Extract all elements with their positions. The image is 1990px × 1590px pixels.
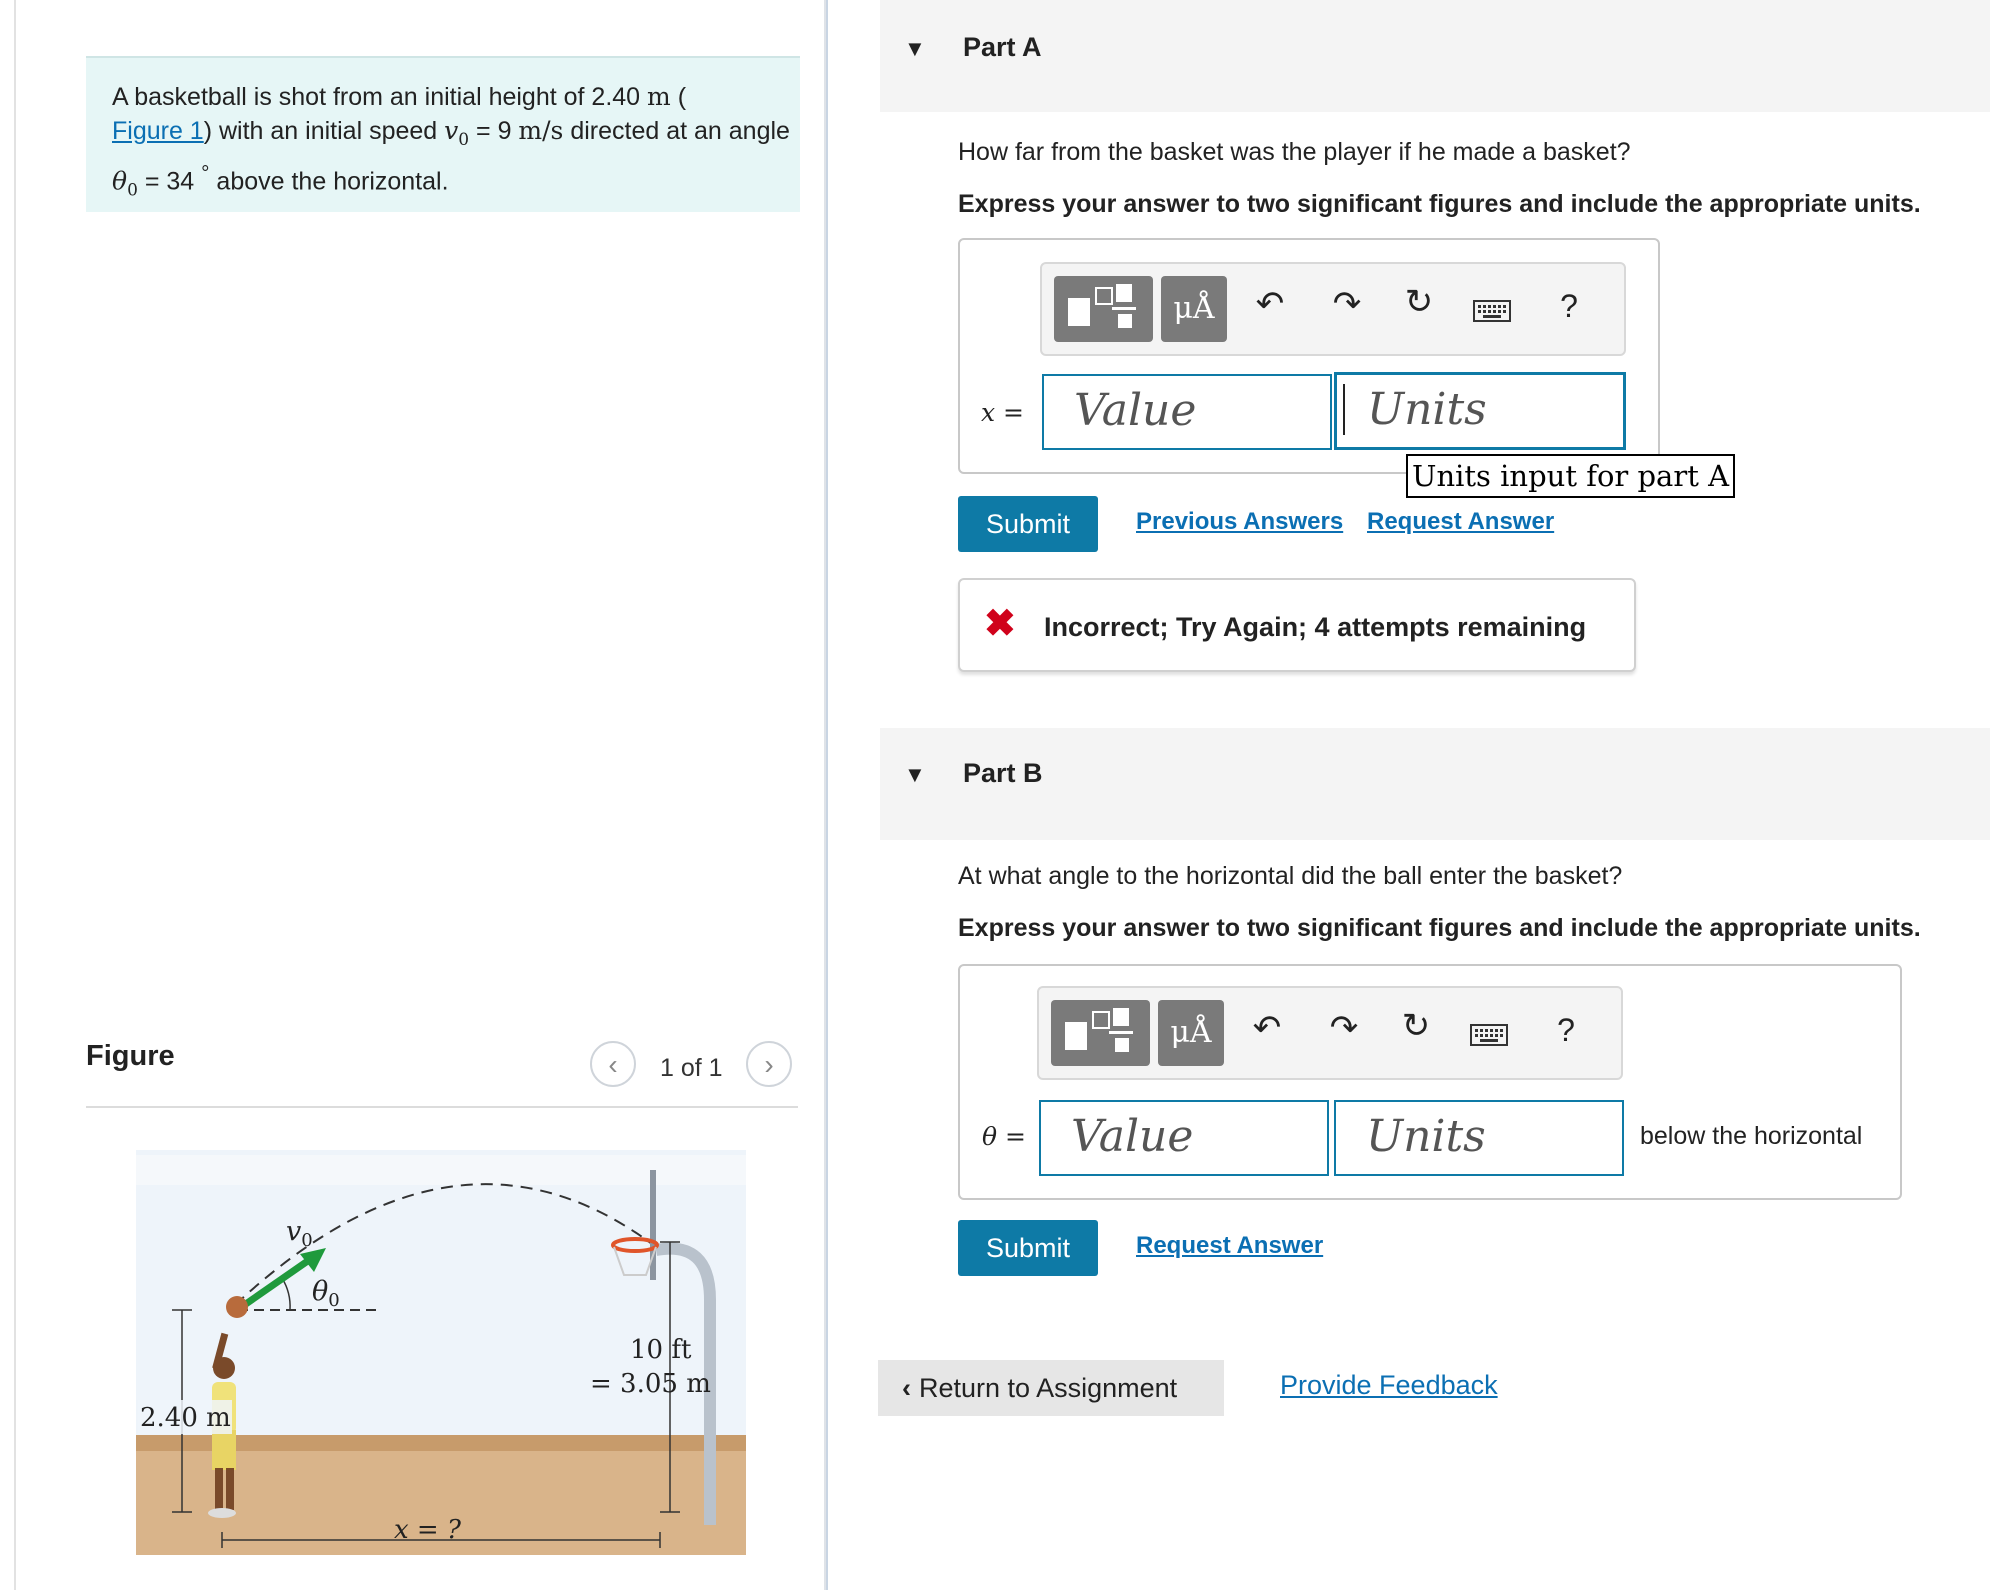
part-a-title: Part A [963, 32, 1042, 62]
reset-icon[interactable]: ↻ [1401, 1007, 1431, 1045]
templates-button[interactable] [1051, 1000, 1150, 1066]
undo-icon[interactable]: ↶ [1252, 1009, 1282, 1047]
part-b-submit-button[interactable]: Submit [958, 1220, 1098, 1276]
chevron-left-icon: ‹ [902, 1373, 911, 1403]
redo-icon[interactable]: ↷ [1332, 285, 1362, 323]
figure-pager-text: 1 of 1 [660, 1054, 723, 1082]
keyboard-icon[interactable] [1473, 300, 1511, 322]
incorrect-x-icon: ✖ [984, 603, 1016, 645]
provide-feedback-link[interactable]: Provide Feedback [1280, 1370, 1498, 1400]
basketball-figure [130, 1150, 760, 1570]
redo-icon[interactable]: ↷ [1329, 1009, 1359, 1047]
units-symbols-button[interactable]: μÅ [1158, 1000, 1224, 1066]
distance-label: x = ? [394, 1515, 461, 1545]
part-a-submit-button[interactable]: Submit [958, 496, 1098, 552]
part-b-value-input[interactable]: Value [1039, 1100, 1329, 1176]
templates-icon [1054, 276, 1153, 342]
part-a-question: How far from the basket was the player if he made a basket? [958, 138, 1631, 166]
return-to-assignment-button[interactable]: ‹ Return to Assignment [878, 1360, 1224, 1416]
part-b-suffix-text: below the horizontal [1640, 1122, 1863, 1150]
figure-link[interactable]: Figure 1 [112, 117, 204, 145]
reset-icon[interactable]: ↻ [1404, 283, 1434, 321]
part-b-question: At what angle to the horizontal did the ball enter the basket? [958, 862, 1623, 890]
v0-label: $v_0$ [286, 1216, 313, 1251]
collapse-triangle-icon[interactable]: ▼ [904, 762, 926, 787]
part-b-request-answer-link[interactable]: Request Answer [1136, 1232, 1324, 1259]
part-a-units-input[interactable]: Units [1334, 372, 1626, 450]
basketball-ball [226, 1296, 248, 1318]
rim-height-label-1: 10 ft [630, 1335, 692, 1365]
part-a-request-answer-link[interactable]: Request Answer [1367, 508, 1555, 535]
help-button[interactable]: ? [1560, 288, 1578, 324]
rim-height-label-2: = 3.05 m [590, 1369, 711, 1399]
part-a-instruction: Express your answer to two significant figures and include the appropriate units. [958, 190, 1921, 218]
left-border [14, 0, 16, 1590]
height-label: 2.40 m [140, 1403, 231, 1433]
figure-title: Figure [86, 1040, 175, 1072]
figure-divider [86, 1106, 798, 1108]
figure-prev-button[interactable] [590, 1041, 636, 1087]
part-b-header[interactable] [880, 728, 1990, 840]
collapse-triangle-icon[interactable]: ▼ [904, 36, 926, 61]
part-a-value-input[interactable]: Value [1042, 374, 1332, 450]
part-b-units-input[interactable]: Units [1334, 1100, 1624, 1176]
units-input-tooltip: Units input for part A [1406, 454, 1735, 498]
templates-button[interactable] [1054, 276, 1153, 342]
figure-next-button[interactable] [746, 1041, 792, 1087]
part-b-variable-label: θ = [982, 1122, 1026, 1151]
problem-statement: A basketball is shot from an initial height of 2.40 m ( Figure 1) with an initial speed $v_0 = 9$ m/s directed at an angle $\theta_0 = 34$ ° above the horizontal. [112, 82, 790, 201]
theta0-label: $\theta_0$ [312, 1276, 340, 1311]
part-b-instruction: Express your answer to two significant figures and include the appropriate units. [958, 914, 1921, 942]
part-a-header[interactable] [880, 0, 1990, 112]
keyboard-icon[interactable] [1470, 1024, 1508, 1046]
undo-icon[interactable]: ↶ [1255, 285, 1285, 323]
templates-icon [1051, 1000, 1150, 1066]
chevron-right-icon: › [764, 1049, 774, 1080]
chevron-left-icon: ‹ [608, 1049, 618, 1080]
units-symbols-button[interactable]: μÅ [1161, 276, 1227, 342]
help-button[interactable]: ? [1557, 1012, 1575, 1048]
part-a-variable-label: x = [981, 398, 1024, 427]
part-b-title: Part B [963, 758, 1043, 788]
previous-answers-link[interactable]: Previous Answers [1136, 508, 1344, 535]
part-a-feedback-text: Incorrect; Try Again; 4 attempts remaining [1044, 612, 1587, 642]
